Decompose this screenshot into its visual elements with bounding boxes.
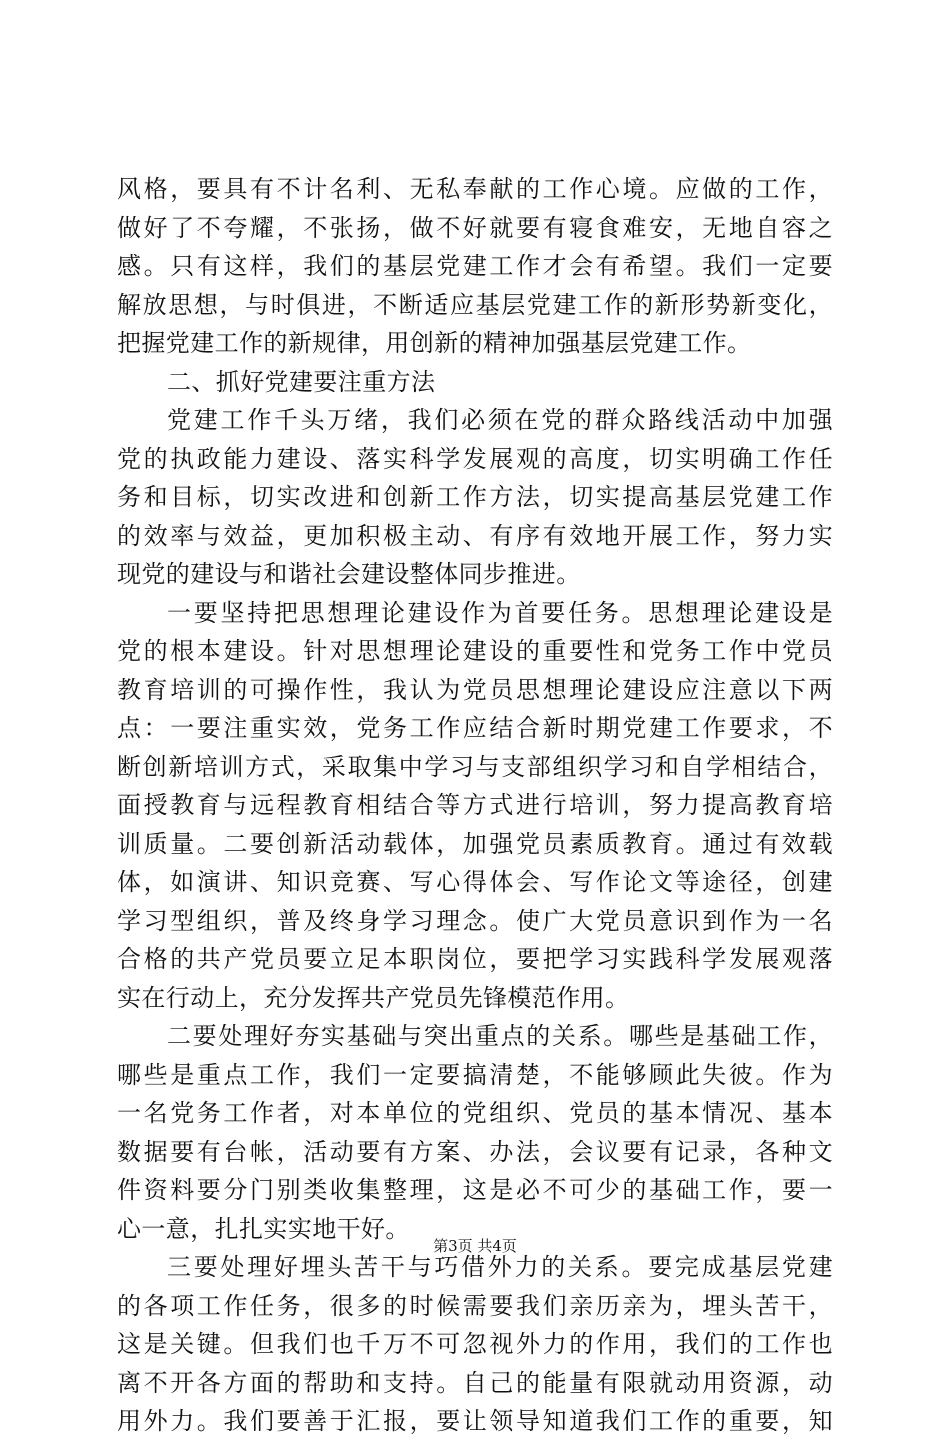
text-line: 实在行动上，充分发挥共产党员先锋模范作用。 xyxy=(117,983,630,1012)
text-line: 心一意，扎扎实实地干好。 xyxy=(117,1214,410,1243)
text-line: 的效率与效益，更加积极主动、有序有效地开展工作，努力实 xyxy=(117,521,833,550)
text-line: 点：一要注重实效，党务工作应结合新时期党建工作要求，不 xyxy=(117,714,833,742)
text-line: 党建工作千头万绪，我们必须在党的群众路线活动中加强 xyxy=(167,406,833,434)
text-line: 这是关键。但我们也千万不可忽视外力的作用，我们的工作也 xyxy=(117,1330,833,1358)
text-line: 三要处理好埋头苦干与巧借外力的关系。要完成基层党建 xyxy=(167,1253,833,1281)
text-line: 面授教育与远程教育相结合等方式进行培训，努力提高教育培 xyxy=(117,791,833,819)
text-line: 用外力。我们要善于汇报，要让领导知道我们工作的重要，知 xyxy=(117,1407,833,1435)
text-line: 二、抓好党建要注重方法 xyxy=(167,367,436,396)
text-line: 数据要有台帐，活动要有方案、办法，会议要有记录，各种文 xyxy=(117,1137,833,1166)
text-line: 件资料要分门别类收集整理，这是必不可少的基础工作，要一 xyxy=(117,1176,833,1204)
text-line: 教育培训的可操作性，我认为党员思想理论建设应注意以下两 xyxy=(117,675,833,704)
text-line: 哪些是重点工作，我们一定要搞清楚，不能够顾此失彼。作为 xyxy=(117,1060,833,1089)
text-line: 离不开各方面的帮助和支持。自己的能量有限就动用资源，动 xyxy=(117,1368,833,1397)
text-line: 现党的建设与和谐社会建设整体同步推进。 xyxy=(117,560,581,588)
text-line: 合格的共产党员要立足本职岗位，要把学习实践科学发展观落 xyxy=(117,945,833,973)
text-line: 体，如演讲、知识竞赛、写心得体会、写作论文等途径，创建 xyxy=(117,868,833,896)
text-line: 学习型组织，普及终身学习理念。使广大党员意识到作为一名 xyxy=(117,906,833,935)
text-line: 把握党建工作的新规律，用创新的精神加强基层党建工作。 xyxy=(117,329,752,357)
text-line: 做好了不夸耀，不张扬，做不好就要有寝食难安，无地自容之 xyxy=(117,213,833,242)
text-line: 务和目标，切实改进和创新工作方法，切实提高基层党建工作 xyxy=(117,483,833,511)
text-line: 训质量。二要创新活动载体，加强党员素质教育。通过有效载 xyxy=(117,829,833,858)
text-line: 风格，要具有不计名利、无私奉献的工作心境。应做的工作， xyxy=(117,175,833,203)
text-line: 二要处理好夯实基础与突出重点的关系。哪些是基础工作， xyxy=(167,1022,833,1050)
text-line: 党的执政能力建设、落实科学发展观的高度，切实明确工作任 xyxy=(117,444,833,473)
text-line: 断创新培训方式，采取集中学习与支部组织学习和自学相结合， xyxy=(117,752,833,781)
text-line: 党的根本建设。针对思想理论建设的重要性和党务工作中党员 xyxy=(117,637,833,665)
page-footer: 第3页 共4页 xyxy=(433,1237,517,1255)
text-line: 的各项工作任务，很多的时候需要我们亲历亲为，埋头苦干， xyxy=(117,1291,833,1320)
text-line: 感。只有这样，我们的基层党建工作才会有希望。我们一定要 xyxy=(117,252,833,280)
text-line: 一名党务工作者，对本单位的党组织、党员的基本情况、基本 xyxy=(117,1099,833,1127)
text-line: 一要坚持把思想理论建设作为首要任务。思想理论建设是 xyxy=(167,598,833,627)
text-line: 解放思想，与时俱进，不断适应基层党建工作的新形势新变化， xyxy=(117,290,833,319)
